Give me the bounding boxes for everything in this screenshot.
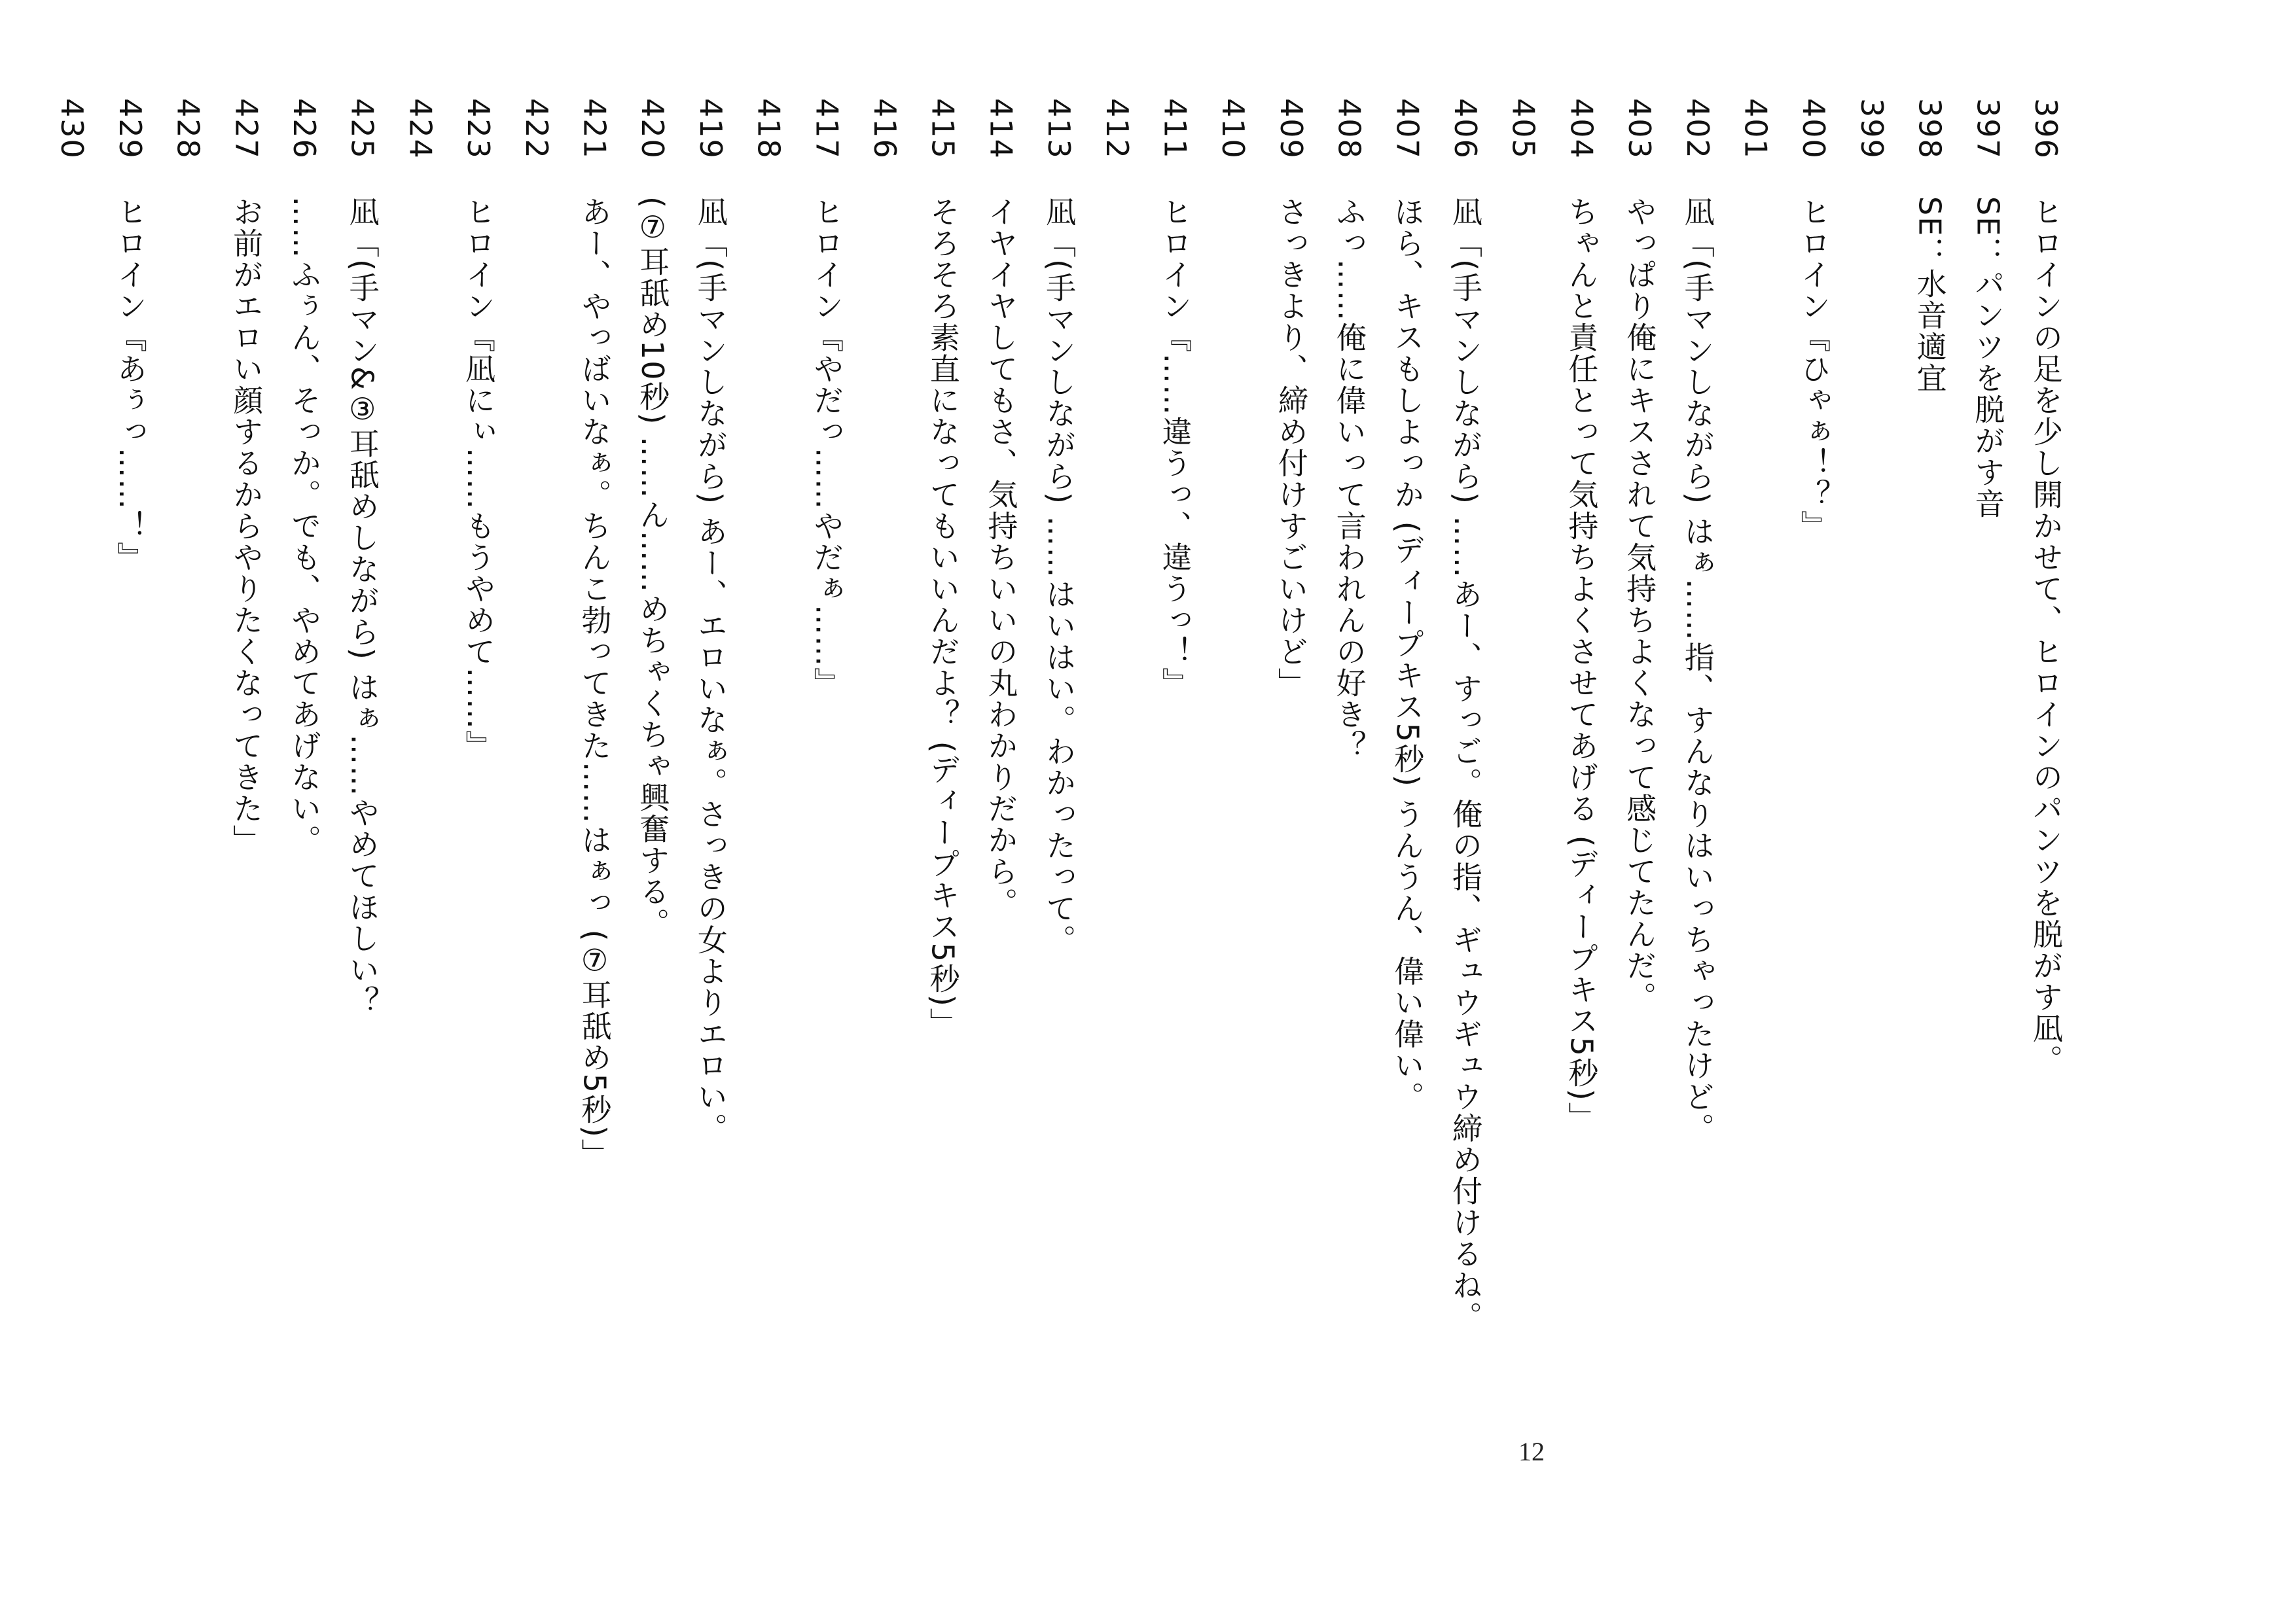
line-number: 424	[403, 98, 439, 160]
line-number: 409	[1273, 98, 1309, 160]
line-number: 408	[1331, 98, 1367, 160]
line-number: 413	[1041, 98, 1077, 160]
page-number: 12	[1518, 1437, 1545, 1466]
line-number: 402	[1679, 98, 1715, 160]
line-text: イヤイヤしてもさ、気持ちいいの丸わかりだから。	[983, 196, 1019, 919]
line-text: ヒロインの足を少し開かせて、ヒロインのパンツを脱がす凪。	[2028, 196, 2064, 1076]
line-number: 398	[1912, 98, 1948, 160]
line-text: やっぱり俺にキスされて気持ちよくなって感じてたんだ。	[1622, 196, 1658, 1013]
line-number: 414	[983, 98, 1019, 160]
line-number: 403	[1622, 98, 1658, 160]
line-number: 418	[751, 98, 787, 160]
script-line	[1959, 92, 2017, 1400]
line-text: 凪「(手マンしながら) ……はいはい。わかったって。	[1041, 196, 1077, 956]
line-number: 422	[518, 98, 554, 160]
script-line	[2017, 92, 2075, 1400]
line-number: 400	[1796, 98, 1832, 160]
line-text: 凪「(手マン&③耳舐めしながら) はぁ……やめてほしい？	[344, 196, 380, 1017]
line-number: 412	[1099, 98, 1135, 160]
script-line	[914, 92, 972, 1400]
line-number: 396	[2028, 98, 2064, 160]
line-number: 404	[1564, 98, 1600, 160]
line-number: 407	[1390, 98, 1426, 160]
script-line	[43, 92, 101, 1400]
script-line	[972, 92, 1030, 1400]
line-number: 425	[344, 98, 380, 160]
script-line	[624, 92, 681, 1400]
script-line	[1552, 92, 1610, 1400]
script-line	[160, 92, 217, 1400]
script-line	[1437, 92, 1494, 1400]
line-number: 423	[461, 98, 497, 160]
line-text: ヒロイン『やだっ……やだぁ……』	[809, 196, 845, 699]
script-line	[508, 92, 565, 1400]
script-line	[1669, 92, 1727, 1400]
script-line	[450, 92, 507, 1400]
line-text: 凪「(手マンしながら) ……あー、すっご。俺の指、ギュウギュウ締め付けるね。	[1448, 196, 1483, 1333]
line-text: SE：パンツを脱がす音	[1970, 196, 2006, 520]
line-text: ヒロイン『凪にぃ……もうやめて……』	[461, 196, 497, 762]
script-line	[1147, 92, 1204, 1400]
line-text: そろそろ素直になってもいいんだよ？ (ディープキス5秒)」	[925, 196, 961, 1039]
line-number: 420	[635, 98, 671, 160]
line-text: SE：水音適宜	[1912, 196, 1948, 395]
line-text: ちゃんと責任とって気持ちよくさせてあげる (ディープキス5秒)」	[1564, 196, 1600, 1133]
line-text: ふっ……俺に偉いって言われんの好き？	[1331, 196, 1367, 762]
script-line	[1378, 92, 1436, 1400]
script-line	[1495, 92, 1552, 1400]
script-line	[391, 92, 449, 1400]
script-line	[1321, 92, 1378, 1400]
script-line	[740, 92, 798, 1400]
script-line	[1901, 92, 1959, 1400]
line-number: 410	[1215, 98, 1251, 160]
script-line	[1611, 92, 1668, 1400]
line-text: ヒロイン『あぅっ……！』	[112, 196, 148, 573]
line-text: ……ふぅん、そっか。でも、やめてあげない。	[287, 196, 322, 856]
script-line	[856, 92, 914, 1400]
line-text: (⑦耳舐め10秒) ……ん……めちゃくちゃ興奮する。	[635, 196, 671, 940]
line-text: お前がエロい顔するからやりたくなってきた」	[228, 196, 264, 856]
script-line	[1785, 92, 1842, 1400]
line-number: 419	[692, 98, 728, 160]
script-line	[566, 92, 624, 1400]
script-line	[276, 92, 333, 1400]
script-line	[334, 92, 391, 1400]
line-number: 399	[1854, 98, 1890, 160]
line-text: さっきより、締め付けすごいけど」	[1273, 196, 1309, 699]
line-text: ほら、キスもしよっか (ディープキス5秒) うんうん、偉い偉い。	[1390, 196, 1426, 1113]
script-line	[101, 92, 159, 1400]
line-number: 405	[1505, 98, 1541, 160]
script-line	[798, 92, 855, 1400]
line-number: 429	[112, 98, 148, 160]
script-line	[1263, 92, 1320, 1400]
script-line	[1030, 92, 1088, 1400]
script-line	[1727, 92, 1785, 1400]
line-number: 415	[925, 98, 961, 160]
line-text: 凪「(手マンしながら) あー、エロいなぁ。さっきの女よりエロい。	[692, 196, 728, 1144]
line-text: ヒロイン『……違うっ、違うっ！』	[1157, 196, 1193, 699]
line-text: あー、やっばいなぁ。ちんこ勃ってきた……はぁっ (⑦耳舐め5秒)」	[577, 196, 613, 1170]
script-line	[1204, 92, 1262, 1400]
script-lines	[0, 92, 2296, 1400]
line-number: 430	[54, 98, 90, 160]
line-text: 凪「(手マンしながら) はぁ……指、すんなりはいっちゃったけど。	[1679, 196, 1715, 1144]
line-number: 406	[1448, 98, 1483, 160]
script-line	[1843, 92, 1901, 1400]
line-number: 417	[809, 98, 845, 160]
line-number: 397	[1970, 98, 2006, 160]
line-number: 401	[1738, 98, 1774, 160]
script-line	[217, 92, 275, 1400]
script-line	[1088, 92, 1146, 1400]
line-number: 427	[228, 98, 264, 160]
line-number: 411	[1157, 98, 1193, 160]
line-number: 421	[577, 98, 613, 160]
line-text: ヒロイン『ひゃぁ！？』	[1796, 196, 1832, 542]
script-line	[682, 92, 740, 1400]
line-number: 416	[867, 98, 903, 160]
line-number: 426	[287, 98, 322, 160]
line-number: 428	[170, 98, 206, 160]
